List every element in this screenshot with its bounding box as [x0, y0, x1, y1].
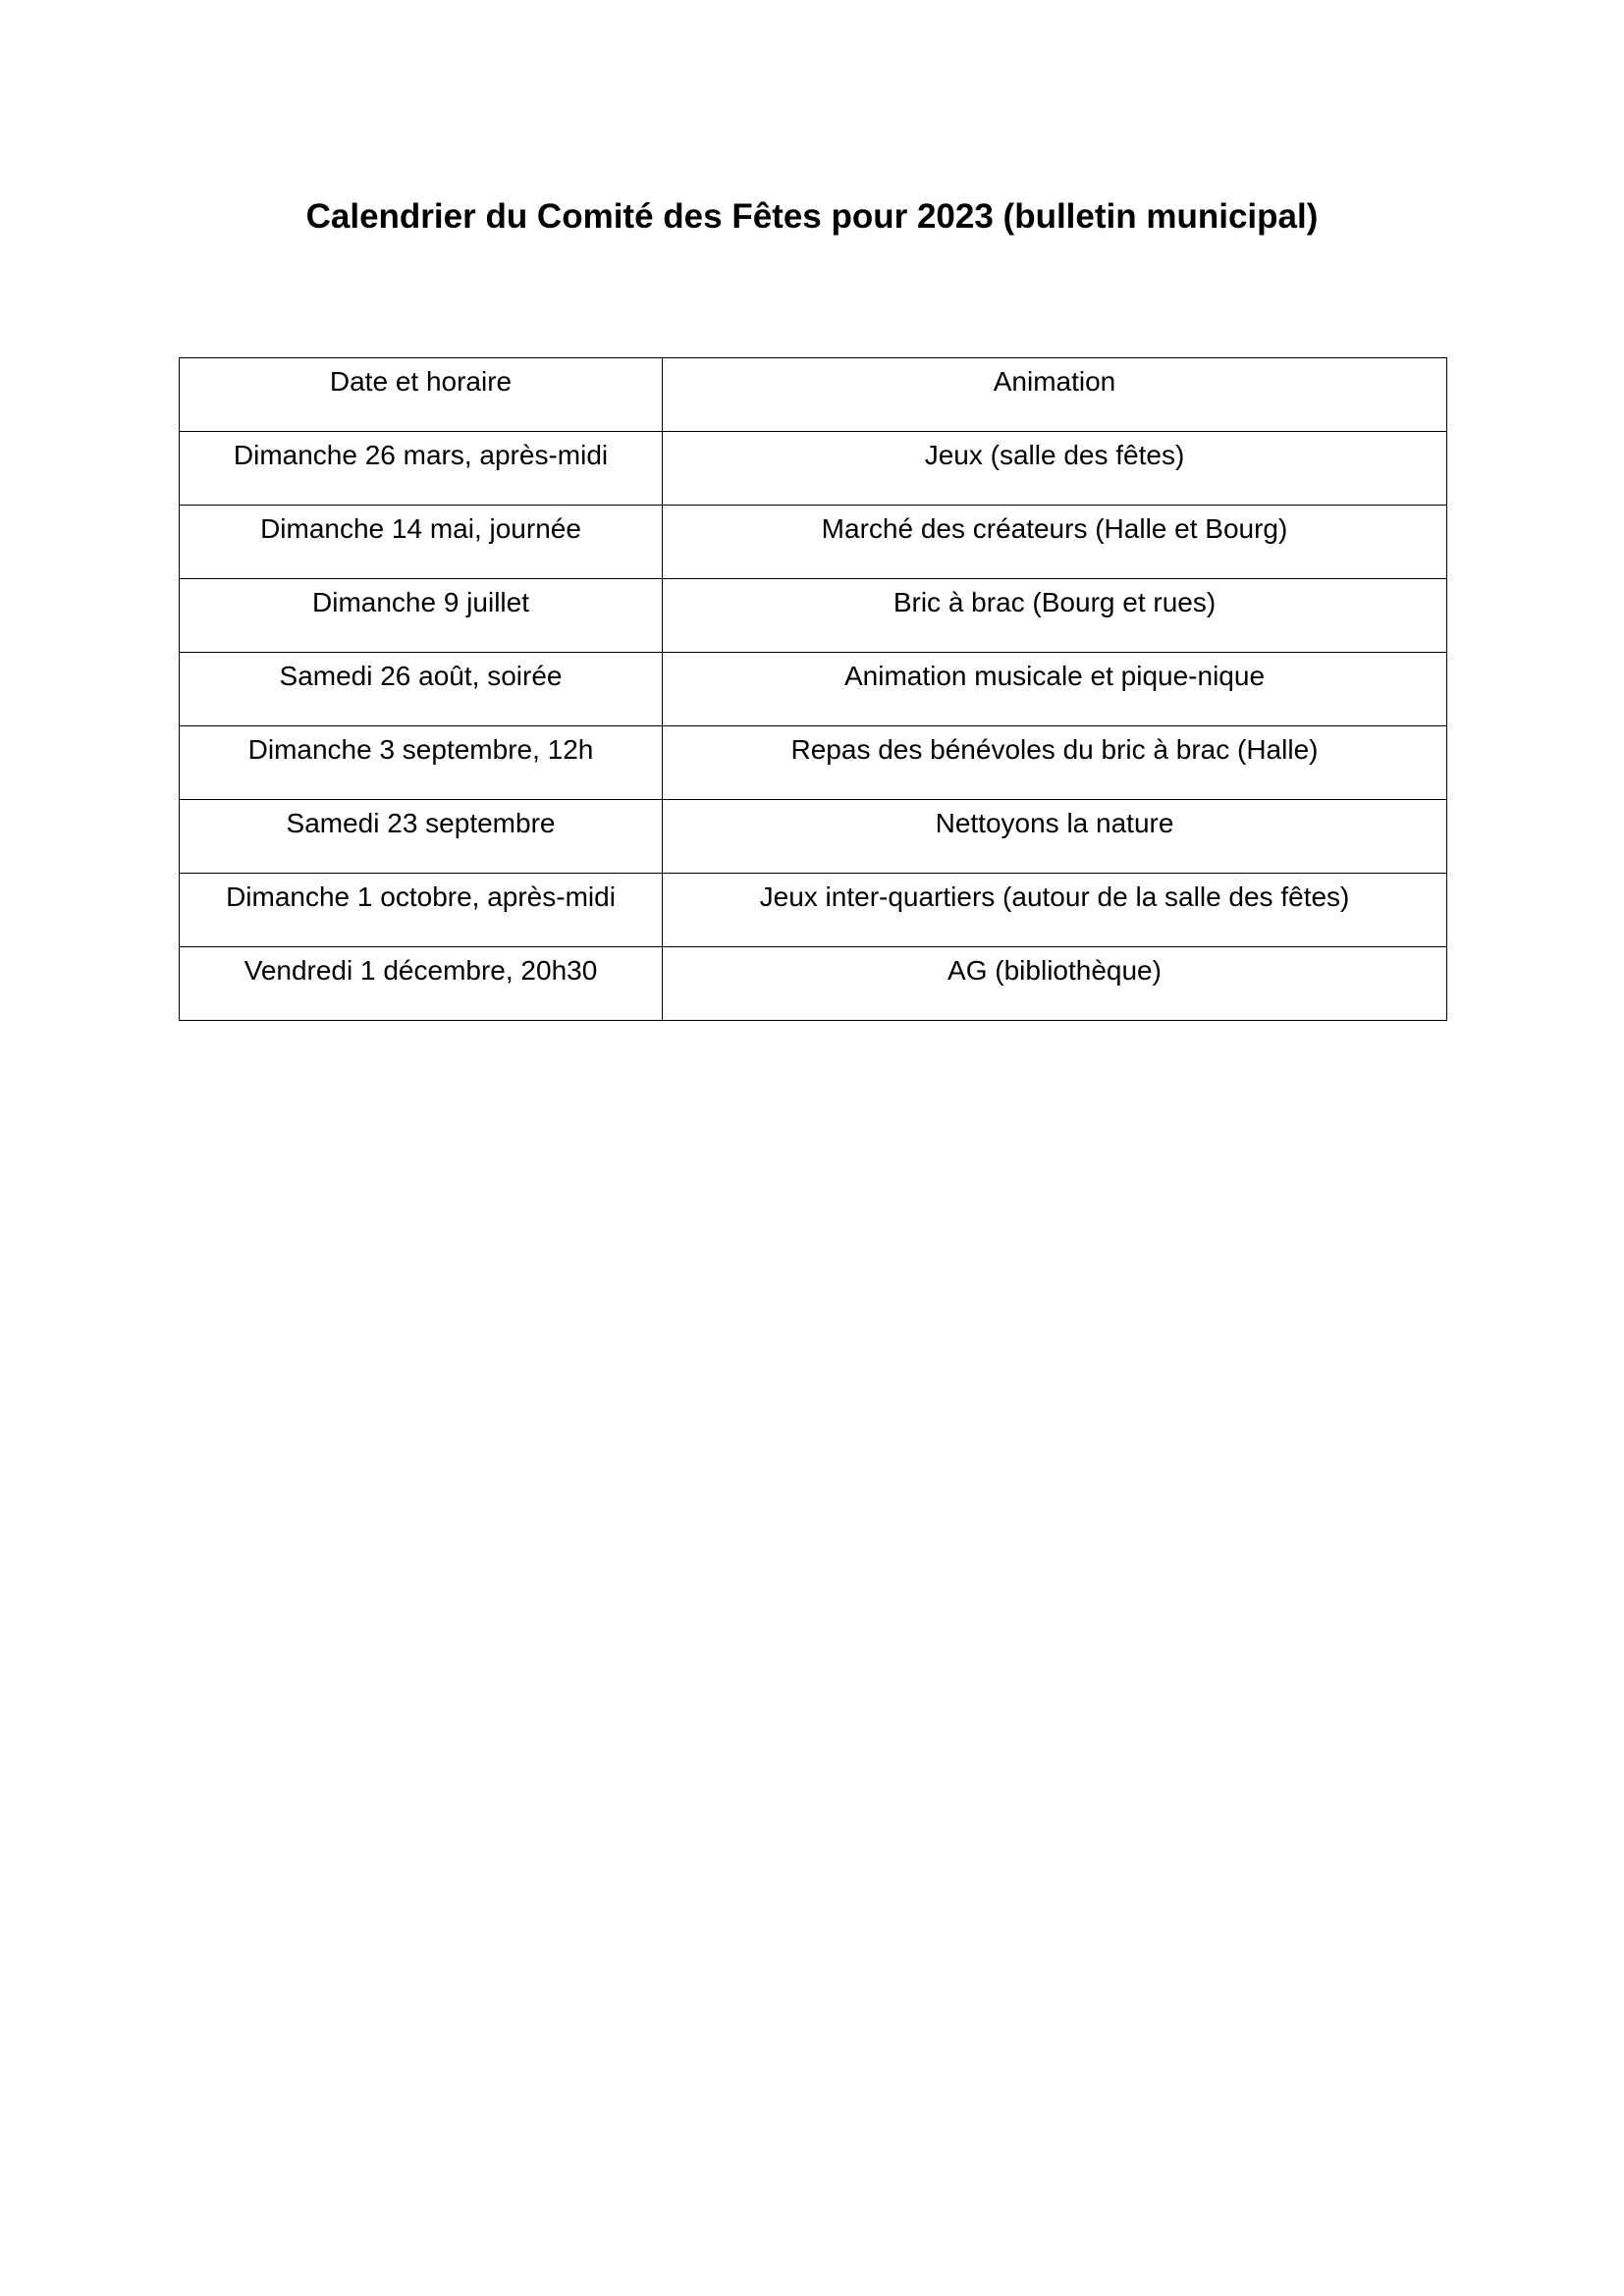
animation-cell: AG (bibliothèque)	[663, 947, 1447, 1021]
table-row	[180, 432, 1447, 506]
animation-cell: Marché des créateurs (Halle et Bourg)	[663, 506, 1447, 579]
animation-cell: Bric à brac (Bourg et rues)	[663, 579, 1447, 653]
column-header-date: Date et horaire	[180, 358, 663, 432]
table-row	[180, 579, 1447, 653]
table-row	[180, 874, 1447, 947]
table-row	[180, 947, 1447, 1021]
date-cell: Dimanche 26 mars, après-midi	[180, 432, 663, 506]
animation-cell: Jeux inter-quartiers (autour de la salle des fêtes)	[663, 874, 1447, 947]
animation-cell: Animation musicale et pique-nique	[663, 653, 1447, 726]
table-header-row	[180, 358, 1447, 432]
schedule-table	[179, 357, 1447, 1021]
column-header-animation: Animation	[663, 358, 1447, 432]
animation-cell: Repas des bénévoles du bric à brac (Halle)	[663, 726, 1447, 800]
date-cell: Dimanche 3 septembre, 12h	[180, 726, 663, 800]
date-cell: Dimanche 1 octobre, après-midi	[180, 874, 663, 947]
date-cell: Samedi 23 septembre	[180, 800, 663, 874]
table-row	[180, 726, 1447, 800]
animation-cell: Jeux (salle des fêtes)	[663, 432, 1447, 506]
date-cell: Vendredi 1 décembre, 20h30	[180, 947, 663, 1021]
animation-cell: Nettoyons la nature	[663, 800, 1447, 874]
date-cell: Dimanche 9 juillet	[180, 579, 663, 653]
date-cell: Dimanche 14 mai, journée	[180, 506, 663, 579]
table-row	[180, 506, 1447, 579]
date-cell: Samedi 26 août, soirée	[180, 653, 663, 726]
page-title: Calendrier du Comité des Fêtes pour 2023 (bulletin municipal)	[305, 197, 1319, 236]
table-row	[180, 653, 1447, 726]
table-row	[180, 800, 1447, 874]
